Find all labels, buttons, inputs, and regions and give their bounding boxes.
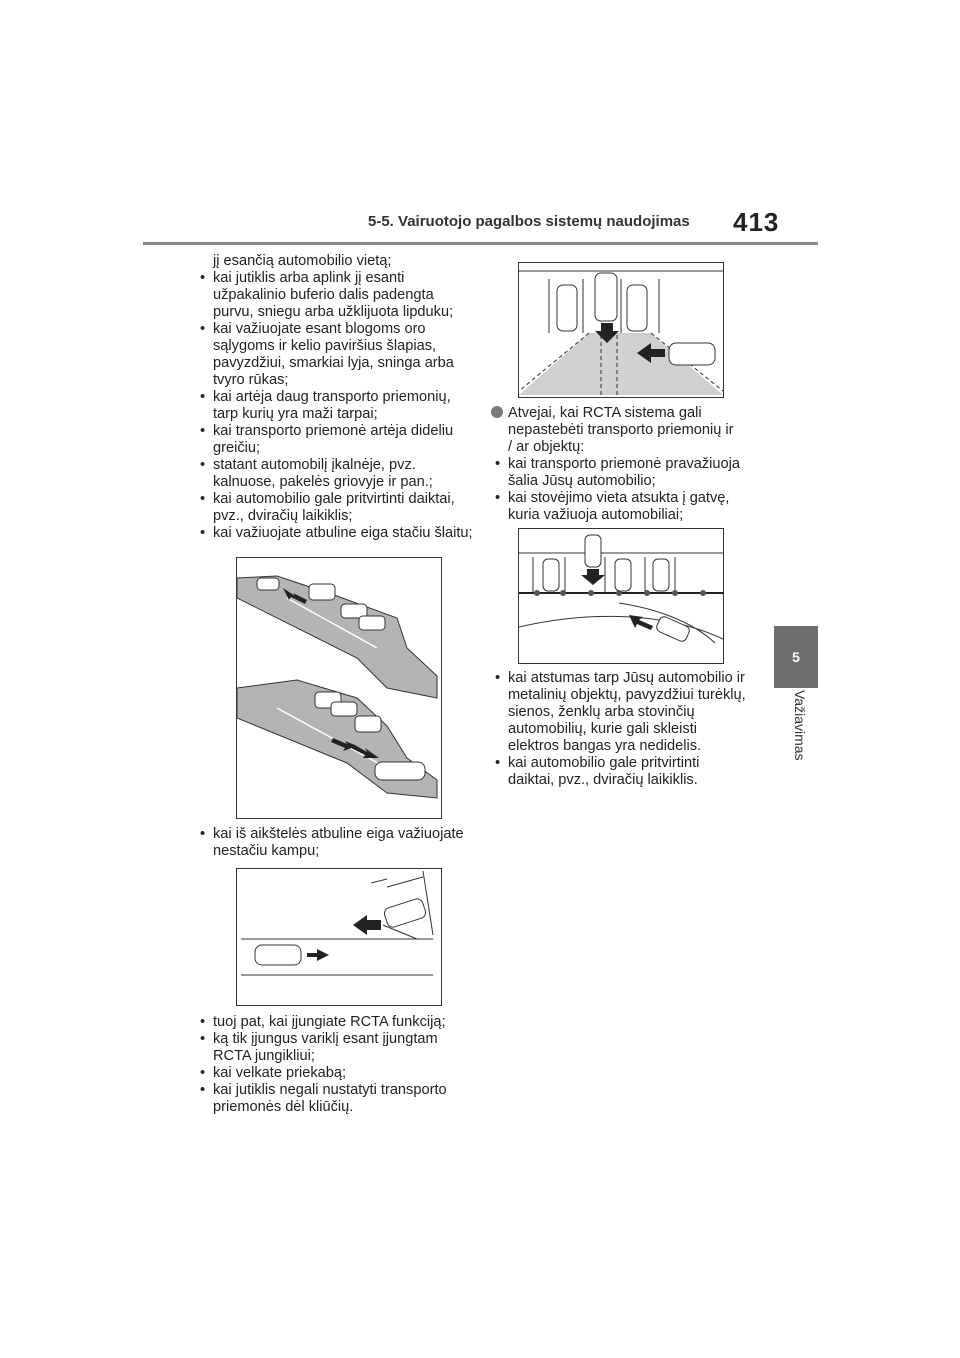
left-column-mid bbox=[196, 826, 476, 860]
right-column-bottom bbox=[491, 670, 746, 789]
figure-shallow-angle bbox=[236, 868, 442, 1006]
bullet-item: • statant automobilį įkalnėje, pvz. kalnuose, pakelės griovyje ir pan.; bbox=[196, 457, 476, 491]
bullet-item: • kai artėja daug transporto priemonių, tarp kurių yra maži tarpai; bbox=[196, 389, 476, 423]
bullet-item: • tuoj pat, kai įjungiate RCTA funkciją; bbox=[196, 1014, 476, 1031]
chapter-tab bbox=[774, 626, 818, 688]
page-number: 413 bbox=[733, 207, 780, 237]
bullet-item: • kai važiuojate esant blogoms oro sąlygoms ir kelio paviršius šlapias, pavyzdžiui, smarkiai lyja, sninga arba tvyro rūkas; bbox=[196, 321, 476, 389]
bullet-item: • kai transporto priemonė pravažiuoja šalia Jūsų automobilio; bbox=[491, 456, 741, 490]
shallow-angle-illustration bbox=[237, 869, 441, 1005]
parking-rcta-illustration bbox=[519, 263, 723, 397]
bullet-item: • kai jutiklis arba aplink jį esanti užpakalinio buferio dalis padengta purvu, sniegu arba užklijuota lipduku; bbox=[196, 270, 476, 321]
bullet-item: • kai stovėjimo vieta atsukta į gatvę, kuria važiuoja automobiliai; bbox=[491, 490, 741, 524]
right-column-top bbox=[491, 405, 741, 524]
chapter-number: 5 bbox=[792, 649, 800, 665]
header-divider bbox=[143, 242, 818, 245]
bullet-item: • kai iš aikštelės atbuline eiga važiuojate nestačiu kampu; bbox=[196, 826, 476, 860]
left-column-bottom bbox=[196, 1014, 476, 1116]
bullet-item: • kai važiuojate atbuline eiga stačiu šlaitu; bbox=[196, 525, 476, 542]
figure-parking-rcta bbox=[518, 262, 724, 398]
slope-illustration bbox=[237, 558, 441, 818]
street-parking-illustration bbox=[519, 529, 723, 663]
bullet-item: • kai automobilio gale pritvirtinti daiktai, pvz., dviračių laikiklis; bbox=[196, 491, 476, 525]
section-title: 5-5. Vairuotojo pagalbos sistemų naudojimas bbox=[368, 213, 690, 230]
figure-street-parking bbox=[518, 528, 724, 664]
chapter-label: Važiavimas bbox=[792, 690, 808, 761]
figure-slope bbox=[236, 557, 442, 819]
bullet-item: • kai automobilio gale pritvirtinti daiktai, pvz., dviračių laikiklis. bbox=[491, 755, 746, 789]
bullet-item: • kai atstumas tarp Jūsų automobilio ir metalinių objektų, pavyzdžiui turėklų, sienos, ženklų arba stovinčių automobilių, kurie gali skleisti elektros bangas yra nedidelis. bbox=[491, 670, 746, 755]
left-column-top bbox=[196, 253, 476, 542]
bullet-heading: Atvejai, kai RCTA sistema gali nepastebėti transporto priemonių ir / ar objektų: bbox=[491, 405, 741, 456]
bullet-item: • ką tik įjungus variklį esant įjungtam RCTA jungikliui; bbox=[196, 1031, 476, 1065]
text-continuation: jį esančią automobilio vietą; bbox=[213, 253, 392, 269]
bullet-item: • kai velkate priekabą; bbox=[196, 1065, 476, 1082]
bullet-item: • kai jutiklis negali nustatyti transporto priemonės dėl kliūčių. bbox=[196, 1082, 476, 1116]
bullet-item: • kai transporto priemonė artėja dideliu greičiu; bbox=[196, 423, 476, 457]
